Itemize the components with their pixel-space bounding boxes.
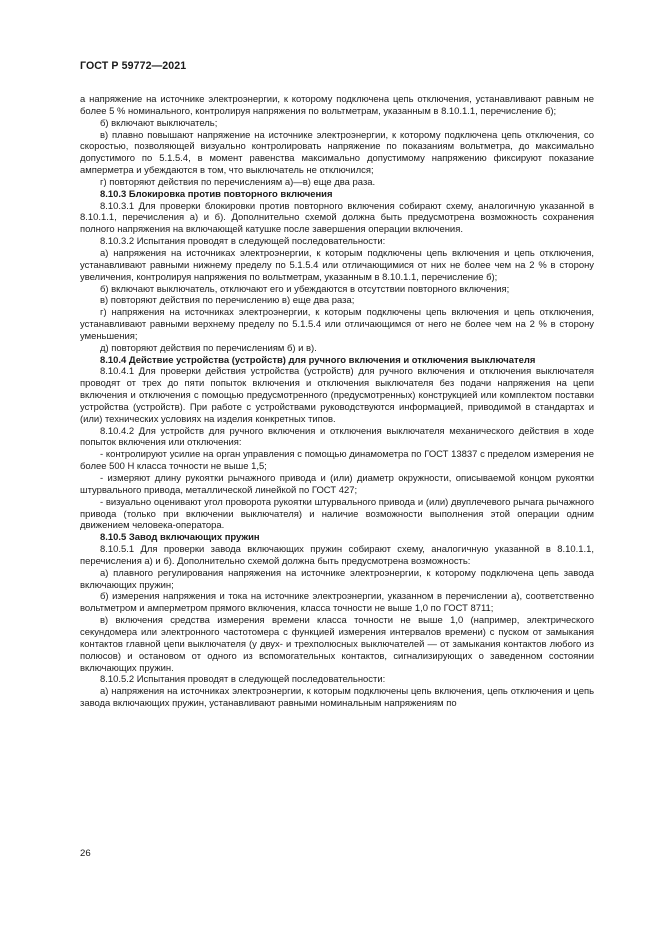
paragraph: - измеряют длину рукоятки рычажного привода и (или) диаметр окружности, описываемой концом рукоятки штурвального привода, металлической линейкой по ГОСТ 427; — [80, 473, 594, 496]
paragraph: 8.10.3.2 Испытания проводят в следующей последовательности: — [100, 236, 386, 248]
paragraph: в) плавно повышают напряжение на источнике электроэнергии, к которому подключена цепь отключения, со скоростью, позволяющей визуально контролировать напряжение по показаниям вольтметра, до максимально допустимого по 5.1.5.4, в момент равенства максимально допустимому напряжению фиксируют показание амперметра и убеждаются в том, что выключатель не отключился; — [80, 129, 594, 177]
paragraph: в) включения средства измерения времени класса точности не выше 1,0 (например, электрического секундомера или электронного частотомера с функцией измерения интервалов времени) с пуском от замыкания контактов главной цепи выключателя (у двух- и трехполюсных выключателей — от замыкания контактов любого из полюсов) и остановом от одного из вспомогательных контактов, сигнализирующих о заведенном состоянии включающих пружин. — [80, 615, 594, 674]
section-heading: 8.10.5 Завод включающих пружин — [100, 532, 260, 544]
paragraph: - визуально оценивают угол проворота рукоятки штурвального привода и (или) двуплечевого рычага рычажного привода (только при включении выключателя) и наличие возможности выполнения этой операции одним движением человека-оператора. — [80, 496, 594, 532]
paragraph: д) повторяют действия по перечислениям б) и в). — [100, 342, 317, 354]
page-number: 26 — [80, 848, 91, 859]
paragraph: 8.10.5.1 Для проверки завода включающих пружин собирают схему, аналогичную указанной в 8.10.1.1, перечисления а) и б). Дополнительно схемой должна быть предусмотрена возможность: — [80, 544, 594, 567]
document-body — [80, 94, 594, 710]
paragraph: 8.10.5.2 Испытания проводят в следующей последовательности: — [100, 674, 386, 686]
paragraph: а) плавного регулирования напряжения на источнике электроэнергии, к которому подключена цепь завода включающих пружин; — [80, 567, 594, 591]
paragraph: б) измерения напряжения и тока на источнике электроэнергии, указанном в перечислении а), соответственно вольтметром и амперметром прямого включения, класса точности не выше 1,0 по ГОСТ 8711; — [80, 591, 594, 615]
paragraph: в) повторяют действия по перечислению в) еще два раза; — [100, 295, 355, 307]
paragraph: - контролируют усилие на орган управления с помощью динамометра по ГОСТ 13837 с пределом измерения не более 500 Н класса точности не выше 1,5; — [80, 449, 594, 473]
section-heading: 8.10.4 Действие устройства (устройств) для ручного включения и отключения выключателя — [100, 354, 536, 366]
paragraph: б) включают выключатель; — [100, 117, 218, 129]
paragraph: г) напряжения на источниках электроэнергии, к которым подключены цепь включения и цепь отключения, устанавливают равными верхнему пределу по 5.1.5.4 или отличающимся от него не более чем на 2 % в сторону уменьшения; — [80, 307, 594, 342]
paragraph: б) включают выключатель, отключают его и убеждаются в отсутствии повторного включения; — [100, 283, 510, 295]
paragraph: 8.10.3.1 Для проверки блокировки против повторного включения собирают схему, аналогичную указанной в 8.10.1.1, перечисления а) и б). Дополнительно схемой должна быть предусмотрена возможность сохранения полного напряжения на включающей катушке после завершения операции включения. — [80, 200, 594, 236]
paragraph: а) напряжения на источниках электроэнергии, к которым подключены цепь включения, цепь отключения и цепь завода включающих пружин, устанавливают равными номинальным напряжениям по — [80, 686, 594, 710]
paragraph: г) повторяют действия по перечислениям а)—в) еще два раза. — [100, 176, 376, 188]
paragraph: 8.10.4.2 Для устройств для ручного включения и отключения выключателя механического действия в ходе попыток включения или отключения: — [80, 425, 594, 449]
section-heading: 8.10.3 Блокировка против повторного включения — [100, 188, 333, 200]
paragraph: а) напряжения на источниках электроэнергии, к которым подключены цепь включения и цепь отключения, устанавливают равными нижнему пределу по 5.1.5.4 или отличающимися от них не более чем на 2 % в сторону увеличения, контролируя напряжения по вольтметрам, указанным в 8.10.1.1, перечисление б); — [80, 247, 594, 283]
paragraph: 8.10.4.1 Для проверки действия устройства (устройств) для ручного включения и отключения выключателя проводят от трех до пяти попыток включения и отключения выключателя без подачи напряжения на цепи включения и отключения с помощью предусмотренного (предусмотренных) конструкцией или комплектом поставки устройства (устройств). При работе с устройствами руководствуются информацией, приводимой в стандартах и (или) технических условиях на изделия конкретных типов. — [80, 366, 594, 425]
document-header: ГОСТ Р 59772—2021 — [80, 60, 187, 72]
paragraph: а напряжение на источнике электроэнергии, к которому подключена цепь отключения, устанавливают равным не более 5 % номинального, контролируя напряжения по вольтметрам, указанным в 8.10.1.1, перечисление б); — [80, 94, 594, 117]
